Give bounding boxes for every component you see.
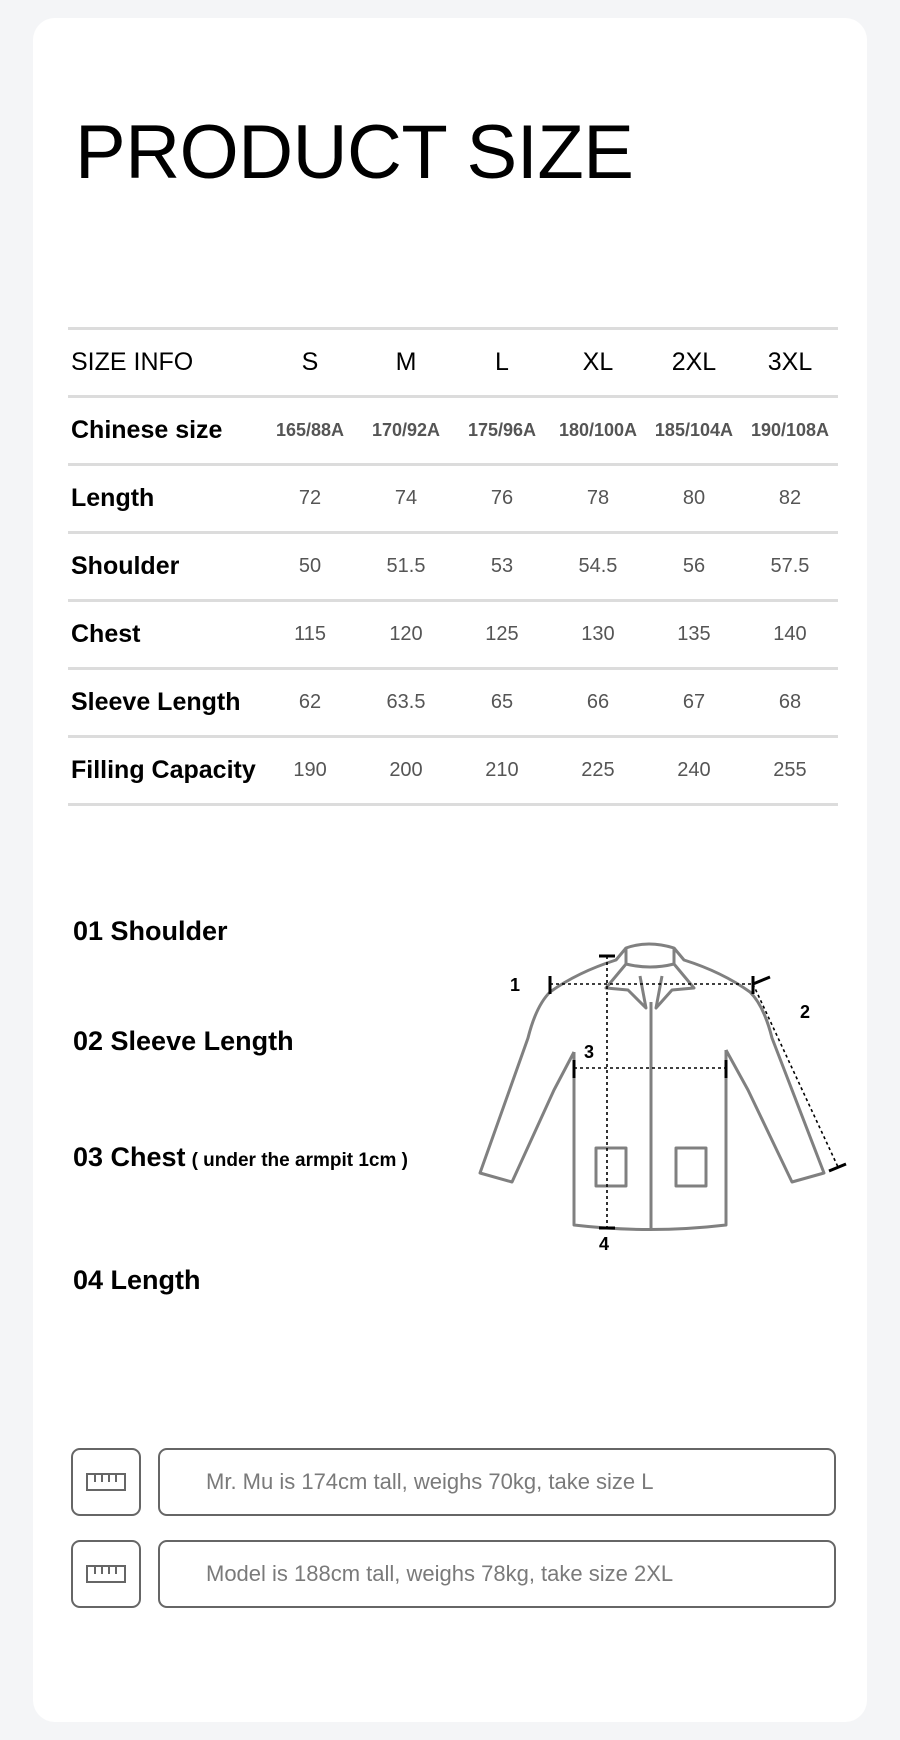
size-table <box>68 327 838 806</box>
jacket-outline <box>480 944 824 1230</box>
model-info-row <box>71 1540 836 1608</box>
table-cell: 53 <box>454 533 550 601</box>
size-header: 2XL <box>646 329 742 397</box>
legend-note: ( under the armpit 1cm ) <box>191 1150 408 1171</box>
legend-chest <box>73 1142 408 1173</box>
table-row <box>68 737 838 805</box>
table-cell: 255 <box>742 737 838 805</box>
legend-label: 02 Sleeve Length <box>73 1026 294 1056</box>
table-cell: 140 <box>742 601 838 669</box>
size-header: 3XL <box>742 329 838 397</box>
ruler-icon <box>71 1540 141 1608</box>
table-cell: 240 <box>646 737 742 805</box>
table-cell: 66 <box>550 669 646 737</box>
table-cell: 170/92A <box>358 397 454 465</box>
table-cell: 165/88A <box>262 397 358 465</box>
table-cell: 62 <box>262 669 358 737</box>
table-cell: 180/100A <box>550 397 646 465</box>
table-row <box>68 533 838 601</box>
legend-label: 03 Chest <box>73 1142 186 1172</box>
page-title: PRODUCT SIZE <box>75 110 634 195</box>
table-cell: 76 <box>454 465 550 533</box>
row-label: Chest <box>68 601 262 669</box>
table-cell: 185/104A <box>646 397 742 465</box>
marker-2: 2 <box>800 1002 811 1022</box>
table-cell: 65 <box>454 669 550 737</box>
table-cell: 63.5 <box>358 669 454 737</box>
size-header: S <box>262 329 358 397</box>
table-cell: 50 <box>262 533 358 601</box>
table-cell: 175/96A <box>454 397 550 465</box>
legend-label: 01 Shoulder <box>73 916 228 946</box>
table-row <box>68 397 838 465</box>
table-cell: 225 <box>550 737 646 805</box>
table-cell: 74 <box>358 465 454 533</box>
legend-shoulder <box>73 916 228 947</box>
table-cell: 80 <box>646 465 742 533</box>
table-cell: 67 <box>646 669 742 737</box>
table-header-row <box>68 329 838 397</box>
table-cell: 200 <box>358 737 454 805</box>
size-header: M <box>358 329 454 397</box>
table-row <box>68 669 838 737</box>
table-cell: 56 <box>646 533 742 601</box>
table-cell: 51.5 <box>358 533 454 601</box>
table-cell: 82 <box>742 465 838 533</box>
row-label: Length <box>68 465 262 533</box>
legend-label: 04 Length <box>73 1265 201 1295</box>
model-info-row <box>71 1448 836 1516</box>
table-cell: 125 <box>454 601 550 669</box>
table-cell: 78 <box>550 465 646 533</box>
size-header: XL <box>550 329 646 397</box>
table-cell: 68 <box>742 669 838 737</box>
table-cell: 130 <box>550 601 646 669</box>
legend-sleeve-length <box>73 1026 294 1057</box>
legend-length <box>73 1265 201 1296</box>
table-cell: 72 <box>262 465 358 533</box>
table-cell: 190 <box>262 737 358 805</box>
table-cell: 115 <box>262 601 358 669</box>
table-row <box>68 465 838 533</box>
table-cell: 210 <box>454 737 550 805</box>
table-cell: 57.5 <box>742 533 838 601</box>
marker-4: 4 <box>599 1234 610 1254</box>
row-label: Shoulder <box>68 533 262 601</box>
size-info-header: SIZE INFO <box>68 329 262 397</box>
model-info-text: Mr. Mu is 174cm tall, weighs 70kg, take size L <box>158 1448 836 1516</box>
jacket-measurement-diagram <box>470 920 860 1260</box>
table-cell: 190/108A <box>742 397 838 465</box>
row-label: Sleeve Length <box>68 669 262 737</box>
ruler-icon <box>71 1448 141 1516</box>
row-label: Chinese size <box>68 397 262 465</box>
table-cell: 135 <box>646 601 742 669</box>
table-row <box>68 601 838 669</box>
model-info-text: Model is 188cm tall, weighs 78kg, take size 2XL <box>158 1540 836 1608</box>
marker-1: 1 <box>510 975 521 995</box>
marker-3: 3 <box>584 1042 595 1062</box>
table-cell: 120 <box>358 601 454 669</box>
row-label: Filling Capacity <box>68 737 262 805</box>
table-cell: 54.5 <box>550 533 646 601</box>
size-header: L <box>454 329 550 397</box>
